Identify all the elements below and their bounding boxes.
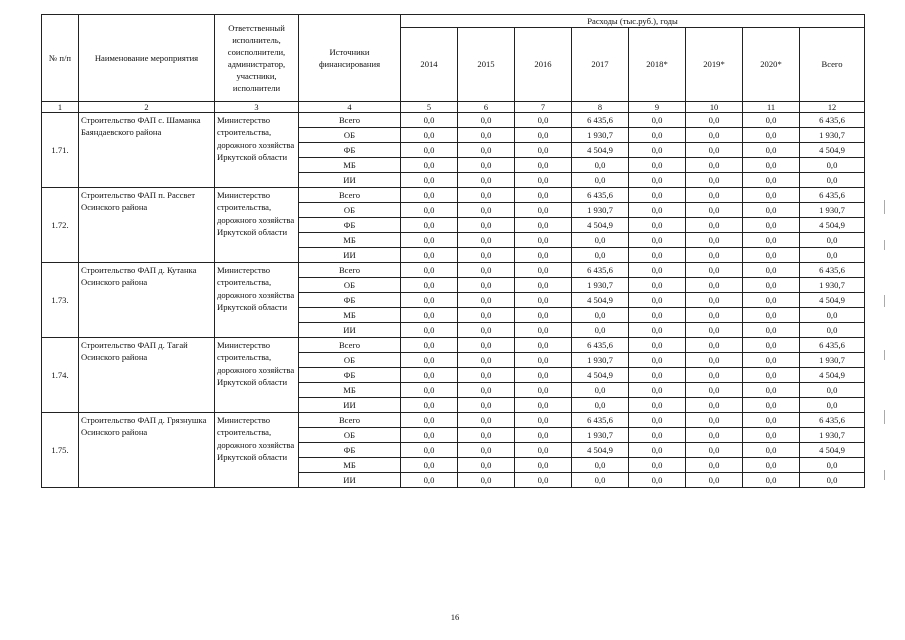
expense-value: 4 504,9 [800, 293, 865, 308]
expense-value: 0,0 [401, 113, 458, 128]
expense-value: 0,0 [743, 323, 800, 338]
expense-value: 1 930,7 [800, 128, 865, 143]
expense-value: 0,0 [800, 233, 865, 248]
expense-value: 0,0 [401, 428, 458, 443]
funding-source: ОБ [299, 278, 401, 293]
expense-value: 0,0 [401, 293, 458, 308]
expense-value: 0,0 [629, 368, 686, 383]
expense-value: 0,0 [515, 398, 572, 413]
expense-value: 0,0 [629, 443, 686, 458]
expense-value: 0,0 [686, 383, 743, 398]
column-number: 3 [215, 102, 299, 113]
expense-value: 0,0 [686, 428, 743, 443]
item-responsible: Министерство строительства, дорожного хозяйства Иркутской области [215, 188, 299, 263]
funding-source: Всего [299, 188, 401, 203]
expense-value: 4 504,9 [572, 443, 629, 458]
expense-value: 0,0 [743, 113, 800, 128]
expense-value: 0,0 [743, 443, 800, 458]
expense-value: 0,0 [572, 323, 629, 338]
expense-value: 4 504,9 [572, 218, 629, 233]
header-responsible: Ответственный исполнитель, соисполнители, администратор, участники, исполнители [215, 15, 299, 102]
expense-value: 0,0 [515, 383, 572, 398]
expense-value: 0,0 [458, 293, 515, 308]
expense-value: 0,0 [401, 368, 458, 383]
funding-source: МБ [299, 158, 401, 173]
expense-value: 0,0 [458, 263, 515, 278]
table-row [42, 263, 865, 278]
scan-edge-marks [884, 200, 888, 500]
table-body [42, 113, 865, 488]
expense-value: 0,0 [629, 113, 686, 128]
item-number: 1.75. [42, 413, 79, 488]
expense-value: 0,0 [458, 203, 515, 218]
expense-value: 0,0 [686, 413, 743, 428]
item-responsible: Министерство строительства, дорожного хозяйства Иркутской области [215, 338, 299, 413]
expense-value: 0,0 [515, 248, 572, 263]
funding-source: ОБ [299, 428, 401, 443]
expense-value: 0,0 [629, 383, 686, 398]
expense-value: 0,0 [458, 413, 515, 428]
header-num: № п/п [42, 15, 79, 102]
expense-value: 0,0 [572, 398, 629, 413]
expense-value: 0,0 [800, 308, 865, 323]
expense-value: 0,0 [401, 263, 458, 278]
expense-value: 0,0 [629, 173, 686, 188]
expense-value: 0,0 [743, 338, 800, 353]
expense-value: 4 504,9 [800, 368, 865, 383]
expense-value: 0,0 [686, 218, 743, 233]
expense-value: 6 435,6 [800, 413, 865, 428]
funding-source: ФБ [299, 218, 401, 233]
expense-value: 0,0 [629, 428, 686, 443]
funding-source: ОБ [299, 353, 401, 368]
expense-value: 0,0 [743, 218, 800, 233]
funding-source: МБ [299, 458, 401, 473]
expense-value: 0,0 [629, 233, 686, 248]
expense-value: 0,0 [401, 323, 458, 338]
expense-value: 0,0 [458, 158, 515, 173]
expense-value: 6 435,6 [572, 413, 629, 428]
expense-value: 0,0 [800, 458, 865, 473]
funding-source: МБ [299, 308, 401, 323]
expense-value: 0,0 [686, 128, 743, 143]
expense-value: 0,0 [629, 458, 686, 473]
expense-value: 0,0 [515, 128, 572, 143]
expense-value: 0,0 [458, 188, 515, 203]
header-year-2: 2016 [515, 28, 572, 102]
expense-value: 0,0 [686, 308, 743, 323]
expense-value: 0,0 [515, 473, 572, 488]
expense-value: 0,0 [800, 323, 865, 338]
expense-value: 1 930,7 [800, 428, 865, 443]
expense-value: 0,0 [743, 143, 800, 158]
expense-value: 0,0 [515, 458, 572, 473]
item-name: Строительство ФАП д. Тагай Осинского района [79, 338, 215, 413]
expense-value: 0,0 [401, 278, 458, 293]
expense-value: 0,0 [572, 383, 629, 398]
header-year-7: Всего [800, 28, 865, 102]
expense-value: 0,0 [401, 308, 458, 323]
expense-value: 0,0 [743, 473, 800, 488]
table-row [42, 413, 865, 428]
expense-value: 0,0 [629, 293, 686, 308]
expense-value: 0,0 [401, 248, 458, 263]
funding-source: Всего [299, 263, 401, 278]
table-row [42, 113, 865, 128]
expense-value: 0,0 [458, 278, 515, 293]
expense-value: 0,0 [515, 428, 572, 443]
expense-value: 0,0 [515, 203, 572, 218]
expense-value: 0,0 [743, 263, 800, 278]
table-row [42, 188, 865, 203]
funding-source: МБ [299, 233, 401, 248]
funding-source: ФБ [299, 143, 401, 158]
column-number: 6 [458, 102, 515, 113]
expense-value: 0,0 [686, 173, 743, 188]
column-number: 11 [743, 102, 800, 113]
expense-value: 6 435,6 [572, 263, 629, 278]
expense-value: 0,0 [458, 383, 515, 398]
expense-value: 1 930,7 [572, 353, 629, 368]
expense-value: 0,0 [686, 143, 743, 158]
expense-value: 0,0 [743, 233, 800, 248]
expense-value: 0,0 [458, 473, 515, 488]
expense-value: 0,0 [572, 473, 629, 488]
expense-value: 0,0 [686, 458, 743, 473]
expense-value: 0,0 [515, 368, 572, 383]
expense-value: 0,0 [743, 278, 800, 293]
expense-value: 0,0 [800, 398, 865, 413]
item-name: Строительство ФАП п. Рассвет Осинского района [79, 188, 215, 263]
expense-value: 0,0 [458, 323, 515, 338]
expense-value: 0,0 [629, 218, 686, 233]
expense-value: 0,0 [743, 158, 800, 173]
expense-value: 6 435,6 [800, 263, 865, 278]
funding-source: ИИ [299, 173, 401, 188]
expense-value: 0,0 [515, 413, 572, 428]
expense-value: 0,0 [515, 323, 572, 338]
expense-value: 0,0 [515, 443, 572, 458]
expense-value: 0,0 [629, 128, 686, 143]
expense-value: 0,0 [458, 173, 515, 188]
expense-value: 0,0 [629, 188, 686, 203]
funding-source: Всего [299, 113, 401, 128]
expense-value: 1 930,7 [572, 128, 629, 143]
expense-value: 0,0 [686, 473, 743, 488]
expense-value: 0,0 [629, 308, 686, 323]
expense-value: 0,0 [515, 293, 572, 308]
expense-value: 0,0 [401, 203, 458, 218]
expense-value: 0,0 [401, 158, 458, 173]
expense-value: 0,0 [401, 143, 458, 158]
expense-value: 0,0 [629, 263, 686, 278]
item-name: Строительство ФАП с. Шаманка Баяндаевского района [79, 113, 215, 188]
expense-value: 0,0 [401, 458, 458, 473]
expense-value: 0,0 [515, 113, 572, 128]
expense-value: 1 930,7 [800, 278, 865, 293]
item-name: Строительство ФАП д. Грязнушка Осинского района [79, 413, 215, 488]
expense-value: 1 930,7 [800, 203, 865, 218]
expense-value: 0,0 [800, 248, 865, 263]
expense-value: 0,0 [800, 173, 865, 188]
expense-value: 6 435,6 [800, 338, 865, 353]
expense-value: 0,0 [686, 158, 743, 173]
item-name: Строительство ФАП д. Кутанка Осинского района [79, 263, 215, 338]
column-number: 2 [79, 102, 215, 113]
funding-source: ИИ [299, 473, 401, 488]
expense-value: 0,0 [743, 203, 800, 218]
expense-value: 0,0 [743, 188, 800, 203]
expense-value: 4 504,9 [800, 218, 865, 233]
expense-value: 0,0 [743, 413, 800, 428]
header-year-1: 2015 [458, 28, 515, 102]
expense-value: 0,0 [743, 308, 800, 323]
expense-value: 0,0 [572, 233, 629, 248]
expense-value: 0,0 [686, 443, 743, 458]
expense-value: 0,0 [686, 188, 743, 203]
expense-value: 0,0 [800, 158, 865, 173]
expense-value: 0,0 [686, 263, 743, 278]
expense-value: 0,0 [629, 278, 686, 293]
expense-value: 0,0 [743, 398, 800, 413]
header-sources: Источники финансирования [299, 15, 401, 102]
expense-value: 0,0 [515, 218, 572, 233]
expense-value: 0,0 [401, 473, 458, 488]
expense-value: 0,0 [743, 248, 800, 263]
expense-value: 0,0 [515, 158, 572, 173]
expense-value: 0,0 [572, 458, 629, 473]
expense-value: 0,0 [572, 248, 629, 263]
expense-value: 6 435,6 [572, 188, 629, 203]
expense-value: 0,0 [629, 353, 686, 368]
funding-source: МБ [299, 383, 401, 398]
funding-source: Всего [299, 338, 401, 353]
header-year-4: 2018* [629, 28, 686, 102]
expense-value: 0,0 [458, 398, 515, 413]
expense-value: 0,0 [401, 443, 458, 458]
expenses-table [41, 14, 865, 488]
expense-value: 0,0 [686, 323, 743, 338]
expense-value: 0,0 [401, 398, 458, 413]
expense-value: 0,0 [743, 293, 800, 308]
header-year-6: 2020* [743, 28, 800, 102]
expense-value: 6 435,6 [800, 188, 865, 203]
header-name: Наименование мероприятия [79, 15, 215, 102]
item-number: 1.71. [42, 113, 79, 188]
expense-value: 0,0 [629, 248, 686, 263]
expense-value: 6 435,6 [800, 113, 865, 128]
expense-value: 0,0 [743, 428, 800, 443]
expense-value: 1 930,7 [572, 203, 629, 218]
expense-value: 0,0 [458, 458, 515, 473]
expense-value: 4 504,9 [572, 293, 629, 308]
expense-value: 0,0 [458, 233, 515, 248]
expense-value: 1 930,7 [800, 353, 865, 368]
expense-value: 0,0 [629, 323, 686, 338]
expense-value: 0,0 [743, 128, 800, 143]
expense-value: 0,0 [401, 218, 458, 233]
expense-value: 0,0 [572, 308, 629, 323]
column-number: 5 [401, 102, 458, 113]
expense-value: 0,0 [686, 398, 743, 413]
expense-value: 0,0 [401, 353, 458, 368]
column-number: 1 [42, 102, 79, 113]
expense-value: 0,0 [686, 338, 743, 353]
table-row [42, 338, 865, 353]
expense-value: 0,0 [743, 368, 800, 383]
item-responsible: Министерство строительства, дорожного хозяйства Иркутской области [215, 113, 299, 188]
expense-value: 0,0 [401, 233, 458, 248]
expense-value: 0,0 [401, 383, 458, 398]
expense-value: 0,0 [515, 233, 572, 248]
column-number: 4 [299, 102, 401, 113]
expense-value: 0,0 [686, 353, 743, 368]
expense-value: 0,0 [800, 383, 865, 398]
header-year-0: 2014 [401, 28, 458, 102]
expense-value: 0,0 [515, 173, 572, 188]
expense-value: 0,0 [686, 233, 743, 248]
expense-value: 0,0 [629, 398, 686, 413]
expense-value: 4 504,9 [800, 443, 865, 458]
expense-value: 0,0 [686, 113, 743, 128]
expense-value: 0,0 [401, 128, 458, 143]
item-responsible: Министерство строительства, дорожного хозяйства Иркутской области [215, 413, 299, 488]
expenses-table-sheet [41, 14, 864, 488]
expense-value: 0,0 [515, 278, 572, 293]
expense-value: 0,0 [458, 308, 515, 323]
expense-value: 6 435,6 [572, 113, 629, 128]
expense-value: 4 504,9 [800, 143, 865, 158]
expense-value: 0,0 [515, 353, 572, 368]
expense-value: 0,0 [686, 248, 743, 263]
expense-value: 0,0 [458, 443, 515, 458]
table-header [42, 15, 865, 113]
expense-value: 0,0 [458, 143, 515, 158]
expense-value: 0,0 [401, 413, 458, 428]
expense-value: 0,0 [629, 338, 686, 353]
column-number: 8 [572, 102, 629, 113]
expense-value: 0,0 [743, 383, 800, 398]
expense-value: 0,0 [515, 338, 572, 353]
expense-value: 0,0 [572, 173, 629, 188]
expense-value: 0,0 [401, 173, 458, 188]
expense-value: 0,0 [515, 188, 572, 203]
expense-value: 0,0 [743, 458, 800, 473]
expense-value: 0,0 [458, 428, 515, 443]
expense-value: 0,0 [515, 308, 572, 323]
funding-source: ФБ [299, 368, 401, 383]
funding-source: ОБ [299, 203, 401, 218]
item-responsible: Министерство строительства, дорожного хозяйства Иркутской области [215, 263, 299, 338]
funding-source: ОБ [299, 128, 401, 143]
expense-value: 0,0 [515, 143, 572, 158]
expense-value: 0,0 [629, 473, 686, 488]
header-year-5: 2019* [686, 28, 743, 102]
funding-source: ИИ [299, 248, 401, 263]
page-number: 16 [450, 612, 460, 622]
expense-value: 0,0 [458, 338, 515, 353]
expense-value: 0,0 [686, 203, 743, 218]
expense-value: 0,0 [743, 353, 800, 368]
expense-value: 0,0 [743, 173, 800, 188]
expense-value: 0,0 [686, 293, 743, 308]
funding-source: ИИ [299, 323, 401, 338]
column-number: 7 [515, 102, 572, 113]
expense-value: 1 930,7 [572, 278, 629, 293]
expense-value: 0,0 [458, 353, 515, 368]
expense-value: 0,0 [401, 338, 458, 353]
funding-source: ФБ [299, 293, 401, 308]
expense-value: 0,0 [458, 113, 515, 128]
expense-value: 4 504,9 [572, 368, 629, 383]
expense-value: 0,0 [686, 278, 743, 293]
expense-value: 0,0 [629, 158, 686, 173]
expense-value: 0,0 [458, 368, 515, 383]
funding-source: ИИ [299, 398, 401, 413]
expense-value: 0,0 [458, 218, 515, 233]
expense-value: 0,0 [629, 413, 686, 428]
expense-value: 0,0 [629, 203, 686, 218]
expense-value: 6 435,6 [572, 338, 629, 353]
column-number: 10 [686, 102, 743, 113]
item-number: 1.72. [42, 188, 79, 263]
funding-source: ФБ [299, 443, 401, 458]
column-numbers-row [42, 102, 865, 113]
expense-value: 0,0 [686, 368, 743, 383]
expense-value: 0,0 [515, 263, 572, 278]
expense-value: 0,0 [800, 473, 865, 488]
expense-value: 0,0 [401, 188, 458, 203]
funding-source: Всего [299, 413, 401, 428]
column-number: 12 [800, 102, 865, 113]
expense-value: 4 504,9 [572, 143, 629, 158]
expense-value: 0,0 [458, 128, 515, 143]
header-expenses: Расходы (тыс.руб.), годы [401, 15, 865, 28]
item-number: 1.73. [42, 263, 79, 338]
column-number: 9 [629, 102, 686, 113]
header-year-3: 2017 [572, 28, 629, 102]
expense-value: 0,0 [629, 143, 686, 158]
item-number: 1.74. [42, 338, 79, 413]
expense-value: 1 930,7 [572, 428, 629, 443]
expense-value: 0,0 [572, 158, 629, 173]
expense-value: 0,0 [458, 248, 515, 263]
